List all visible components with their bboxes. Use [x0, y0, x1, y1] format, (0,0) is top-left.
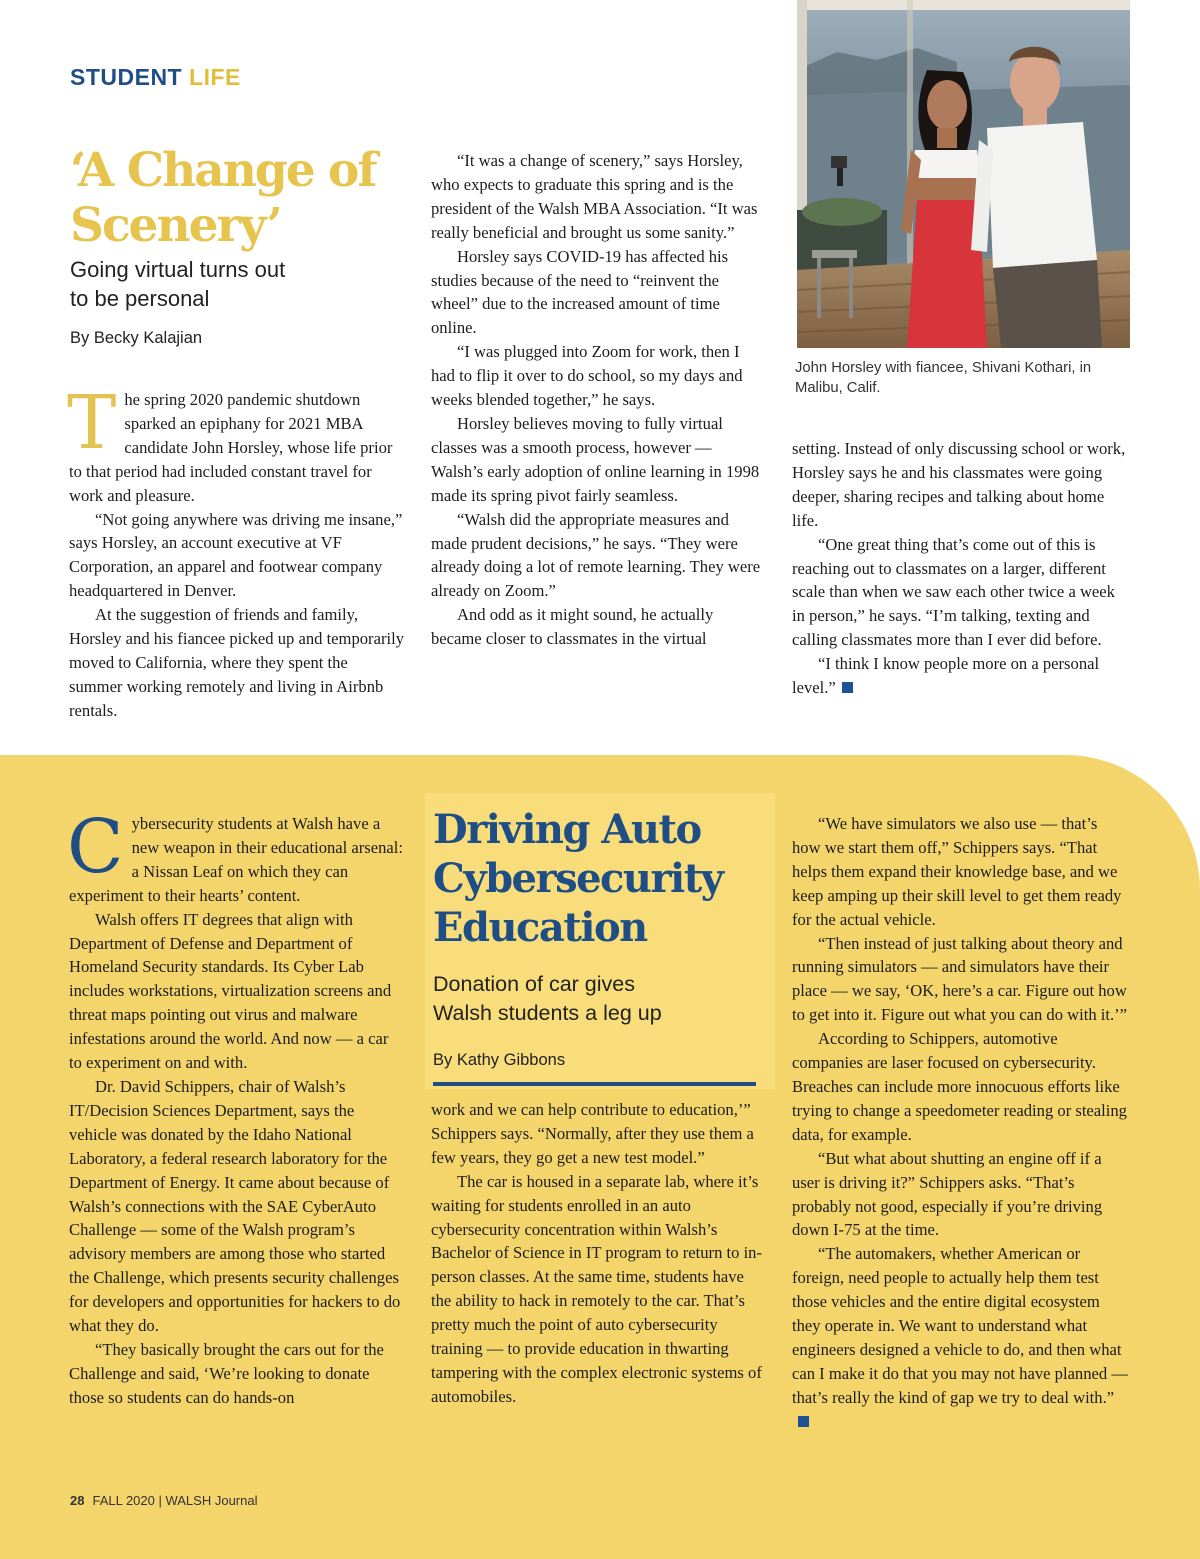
end-mark-icon — [798, 1416, 809, 1427]
article1-paragraph: Horsley believes moving to fully virtual classes was a smooth process, however — Walsh’s early adoption of online learning in 1998 made its spring pivot fairly seamless. — [431, 413, 760, 505]
article1-paragraph: setting. Instead of only discussing school or work, Horsley says he and his classmates were going deeper, sharing recipes and talking about home life. — [792, 439, 1126, 530]
article2-paragraph: “But what about shutting an engine off if a user is driving it?” Schippers asks. “That’s probably not good, especially if you’re driving down I-75 at the time. — [792, 1148, 1103, 1240]
article2-subhead-line2: Walsh students a leg up — [433, 1001, 662, 1025]
article1-paragraph: And odd as it might sound, he actually became closer to classmates in the virtual — [431, 605, 714, 649]
article1-paragraph: “Walsh did the appropriate measures and made prudent decisions,” he says. “They were already doing a lot of remote learning. They were already on Zoom.” — [431, 509, 761, 601]
article1-subhead-line1: Going virtual turns out — [70, 257, 286, 282]
article2-paragraph: Walsh offers IT degrees that align with Department of Defense and Department of Homeland Security standards. Its Cyber Lab includes workstations, virtualization screens and threat maps pointing out virus and malware infestations around the world. And now — a car to experiment on and with. — [69, 909, 392, 1073]
end-mark-icon — [842, 682, 853, 693]
couple-photo-illustration — [797, 0, 1130, 348]
dropcap-letter: T — [67, 380, 117, 466]
article1-paragraph: At the suggestion of friends and family, Horsley and his fiancee picked up and temporarily moved to California, where they spent the summer working remotely and living in Airbnb rentals. — [69, 605, 404, 720]
article2-headline-line3: Education — [433, 904, 647, 951]
article2-headline — [433, 805, 768, 952]
section-label-word2: LIFE — [189, 64, 241, 90]
page-number: 28 — [70, 1493, 85, 1508]
article1-byline: By Becky Kalajian — [70, 329, 203, 347]
article1-paragraph-text: he spring 2020 pandemic shutdown sparked an epiphany for 2021 MBA candidate John Horsley, whose life prior to that period had included constant travel for work and pleasure. — [69, 390, 393, 505]
article1-paragraph — [792, 652, 1130, 700]
article2-paragraph: According to Schippers, automotive companies are laser focused on cybersecurity. Breaches can include more innocuous efforts like trying to change a speedometer reading or stealing data, for example. — [792, 1029, 1127, 1144]
article1-paragraph: “One great thing that’s come out of this is reaching out to classmates on a larger, different scale than when we saw each other twice a week in person,” he says. “I’m talking, texting and calling classmates more than I ever did before. — [792, 534, 1115, 650]
article2-paragraph: “Then instead of just talking about theory and running simulators — and simulators have their place — we say, ‘OK, here’s a car. Figure out how to get into it. Figure out what you can do with it.’” — [792, 933, 1128, 1025]
article2-paragraph-text: ybersecurity students at Walsh have a new weapon in their educational arsenal: a Nissan Leaf on which they can experiment to their hearts’ content. — [69, 814, 404, 905]
article2-paragraph: The car is housed in a separate lab, where it’s waiting for students enrolled in an auto cybersecurity concentration within Walsh’s Bachelor of Science in IT program to return to in-person classes. At the same time, students have the ability to hack in remotely to the car. That’s pretty much the point of auto cybersecurity training — to provide education in thwarting tampering with the complex electronic systems of automobiles. — [431, 1171, 762, 1406]
title-rule — [433, 1082, 756, 1086]
article2-headline-line2: Cybersecurity — [433, 855, 723, 902]
article2-paragraph-text: “The automakers, whether American or foreign, need people to actually help them test those vehicles and the entire digital ecosystem they operate in. We want to understand what engineers designed a vehicle to do, and then what can I make it do that you may not have planned — that’s really the kind of gap we try to deal with.” — [792, 1244, 1128, 1407]
article2-paragraph — [792, 1242, 1130, 1433]
article1-headline-line2: Scenery’ — [70, 198, 281, 253]
section-label-word1: STUDENT — [70, 64, 183, 90]
article2-paragraph: work and we can help contribute to education,’” Schippers says. “Normally, after they use them a few years, they go get a new test model.” — [431, 1100, 754, 1167]
article1-subhead — [70, 255, 370, 313]
article2-paragraph: “They basically brought the cars out for the Challenge and said, ‘We’re looking to donate those so students can do hands-on — [69, 1339, 384, 1407]
article2-column-3 — [792, 812, 1130, 1434]
article2-paragraph: “We have simulators we also use — that’s how we start them off,” Schippers says. “That helps them expand their knowledge base, and we keep amping up their skill level to get them ready for the actual vehicle. — [792, 814, 1122, 929]
photo-caption: John Horsley with fiancee, Shivani Kothari, in Malibu, Calif. — [795, 360, 1092, 396]
page-footer — [70, 1493, 257, 1508]
article1-subhead-line2: to be personal — [70, 286, 210, 311]
article1-paragraph: “Not going anywhere was driving me insane,” says Horsley, an account executive at VF Corporation, an apparel and footwear company headquartered in Denver. — [69, 509, 403, 601]
article1-column-2 — [431, 149, 767, 651]
publication-name: FALL 2020 | WALSH Journal — [92, 1493, 258, 1508]
article1-column-1 — [67, 380, 405, 723]
couple-photo — [797, 0, 1130, 348]
article2-column-2 — [431, 1098, 767, 1409]
article1-paragraph: “I was plugged into Zoom for work, then I had to flip it over to do school, so my days and weeks blended together,” he says. — [431, 342, 743, 410]
article1-paragraph: “It was a change of scenery,” says Horsley, who expects to graduate this spring and is the president of the Walsh MBA Association. “It was really beneficial and brought us some sanity.” — [431, 151, 758, 242]
article2-byline: By Kathy Gibbons — [433, 1051, 566, 1069]
dropcap-letter: C — [67, 804, 124, 890]
article2-column-1 — [67, 804, 405, 1410]
article2-headline-line1: Driving Auto — [433, 806, 701, 853]
article1-column-3 — [792, 437, 1130, 700]
section-label — [70, 64, 241, 91]
article1-headline — [70, 143, 400, 253]
article1-headline-line1: ‘A Change of — [70, 143, 376, 198]
article2-subhead-line1: Donation of car gives — [433, 972, 635, 996]
article2-subhead — [433, 970, 753, 1028]
article1-paragraph: Horsley says COVID-19 has affected his studies because of the need to “reinvent the wheel” due to the increased amount of time online. — [431, 246, 729, 338]
article2-paragraph: Dr. David Schippers, chair of Walsh’s IT/Decision Sciences Department, says the vehicle was donated by the Idaho National Laboratory, a federal research laboratory for the Department of Energy. It came about because of Walsh’s connections with the SAE CyberAuto Challenge — some of the Walsh program’s advisory members are among those who started the Challenge, which presents security challenges for developers and opportunities for hackers to do what they do. — [69, 1076, 401, 1336]
article2-paragraph — [67, 804, 405, 908]
article1-paragraph-text: “I think I know people more on a personal level.” — [792, 654, 1100, 698]
article1-paragraph — [67, 380, 405, 508]
